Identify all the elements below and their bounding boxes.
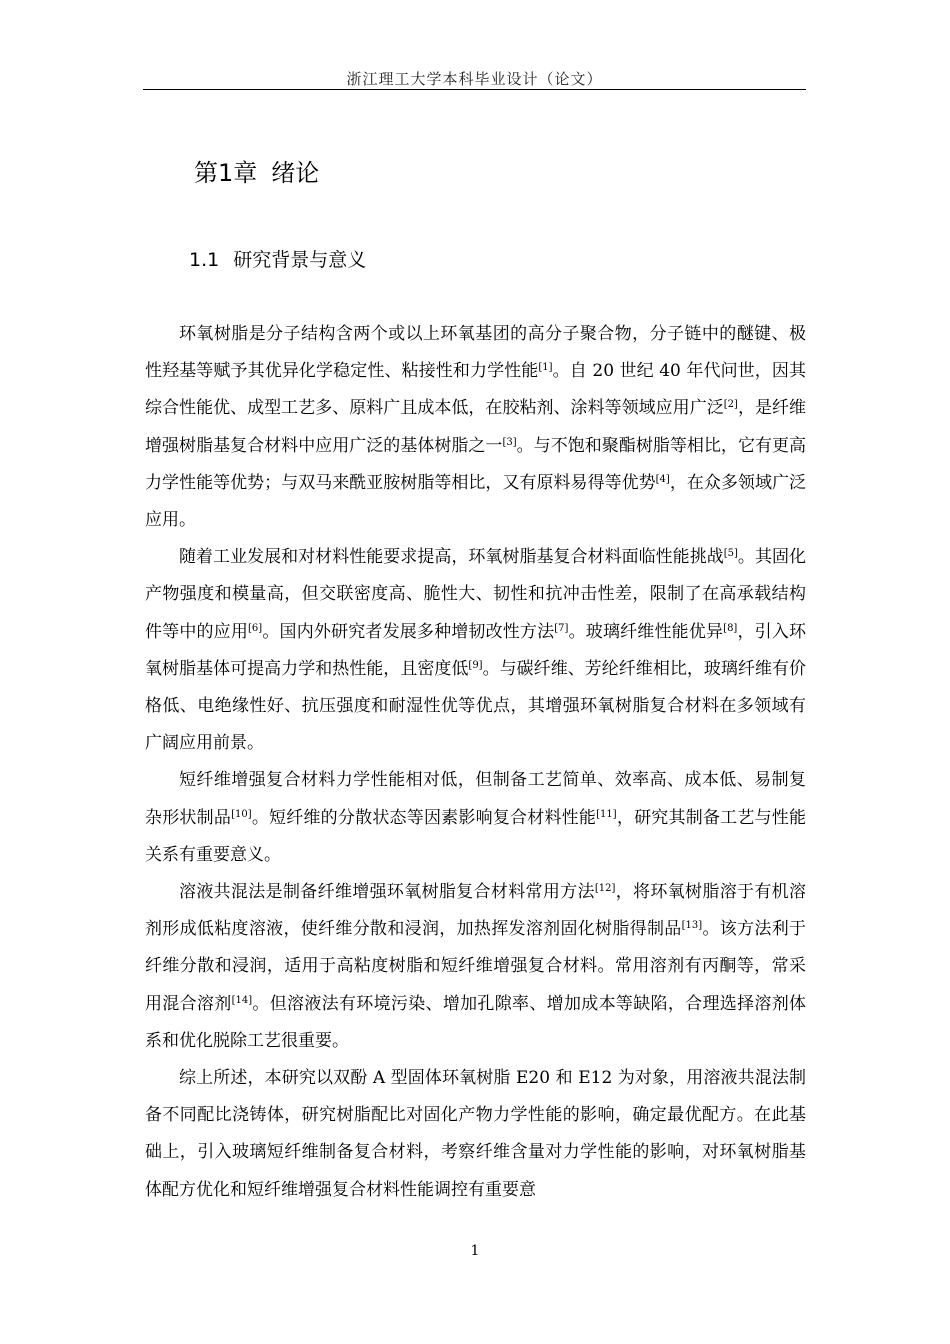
- citation-ref: [9]: [468, 659, 483, 671]
- body-text: [145, 316, 806, 1209]
- text-run: 短纤维增强复合材料力学性能相对低，但制备工艺简单、效率高、成本低、易制复杂形状制品: [145, 770, 806, 828]
- citation-ref: [6]: [248, 622, 263, 634]
- text-run: 。自 20 世纪 40 年代问世，因其综合性能优、成型工艺多、原料广且成本低，在胶粘剂、涂料等领域应用广泛: [145, 361, 806, 419]
- text-run: ，将环氧树脂溶于有机溶剂形成低粘度溶液，使纤维分散和浸润，加热挥发溶剂固化树脂得制品: [145, 882, 807, 940]
- text-run: 。短纤维的分散状态等因素影响复合材料性能: [251, 807, 597, 828]
- chapter-number: 第1章: [194, 159, 258, 187]
- citation-ref: [2]: [723, 399, 738, 411]
- text-run: 。与不饱和聚酯树脂等相比，它有更高力学性能等优势；与双马来酰亚胺树脂等相比，又有原料易得等优势: [145, 435, 807, 493]
- text-run: 溶液共混法是制备纤维增强环氧树脂复合材料常用方法: [179, 882, 595, 903]
- citation-ref: [11]: [596, 808, 617, 820]
- chapter-heading: [194, 153, 319, 188]
- text-run: 。玻璃纤维性能优异: [568, 621, 724, 642]
- text-run: ，研究其制备工艺与性能关系有重要意义。: [145, 807, 807, 865]
- running-header: 浙江理工大学本科毕业设计（论文）: [346, 70, 603, 88]
- body-paragraph: [145, 874, 806, 1060]
- text-run: ，引入环氧树脂基体可提高力学和热性能，且密度低: [145, 621, 807, 679]
- citation-ref: [13]: [681, 920, 703, 932]
- citation-ref: [3]: [502, 436, 517, 448]
- text-run: 。该方法利于纤维分散和浸润，适用于高粘度树脂和短纤维增强复合材料。常用溶剂有丙酮等，常采用混合溶剂: [145, 919, 807, 1014]
- body-paragraph: [145, 539, 806, 762]
- citation-ref: [14]: [231, 994, 253, 1006]
- citation-ref: [1]: [538, 362, 553, 374]
- section-number: 1.1: [189, 249, 220, 271]
- citation-ref: [10]: [231, 808, 252, 820]
- text-run: 。其固化产物强度和模量高，但交联密度高、脆性大、韧性和抗冲击性差，限制了在高承载结构件等中的应用: [145, 547, 806, 642]
- citation-ref: [8]: [723, 622, 738, 634]
- text-run: 综上所述，本研究以双酚 A 型固体环氧树脂 E20 和 E12 为对象，用溶液共混法制备不同配比浇铸体，研究树脂配比对固化产物力学性能的影响，确定最优配方。在此基础上，引入玻璃短纤维制备复合材料，考察纤维含量对力学性能的影响，对环氧树脂基体配方优化和短纤维增强复合材料性能调控有重要意: [145, 1068, 806, 1200]
- text-run: 环氧树脂是分子结构含两个或以上环氧基团的高分子聚合物，分子链中的醚键、极性羟基等赋予其优异化学稳定性、粘接性和力学性能: [145, 324, 806, 382]
- body-paragraph: [145, 762, 806, 874]
- text-run: ，是纤维增强树脂基复合材料中应用广泛的基体树脂之一: [145, 398, 807, 456]
- page-number: 1: [470, 1243, 480, 1259]
- text-run: 。国内外研究者发展多种增韧改性方法: [262, 621, 555, 642]
- text-run: 。与碳纤维、芳纶纤维相比，玻璃纤维有价格低、电绝缘性好、抗压强度和耐湿性优等优点，其增强环氧树脂复合材料在多领域有广阔应用前景。: [145, 658, 807, 754]
- body-paragraph: [145, 316, 806, 539]
- section-title: 研究背景与意义: [233, 249, 367, 271]
- body-paragraph: [145, 1060, 806, 1209]
- chapter-title: 绪论: [271, 159, 320, 187]
- citation-ref: [7]: [554, 622, 569, 634]
- header-rule: [143, 89, 806, 90]
- citation-ref: [5]: [723, 548, 738, 560]
- citation-ref: [4]: [655, 473, 670, 485]
- section-heading: [189, 245, 366, 272]
- text-run: 。但溶液法有环境污染、增加孔隙率、增加成本等缺陷，合理选择溶剂体系和优化脱除工艺很重要。: [145, 993, 807, 1051]
- text-run: 随着工业发展和对材料性能要求提高，环氧树脂基复合材料面临性能挑战: [179, 547, 724, 568]
- citation-ref: [12]: [594, 883, 616, 895]
- text-run: ，在众多领域广泛应用。: [145, 472, 807, 531]
